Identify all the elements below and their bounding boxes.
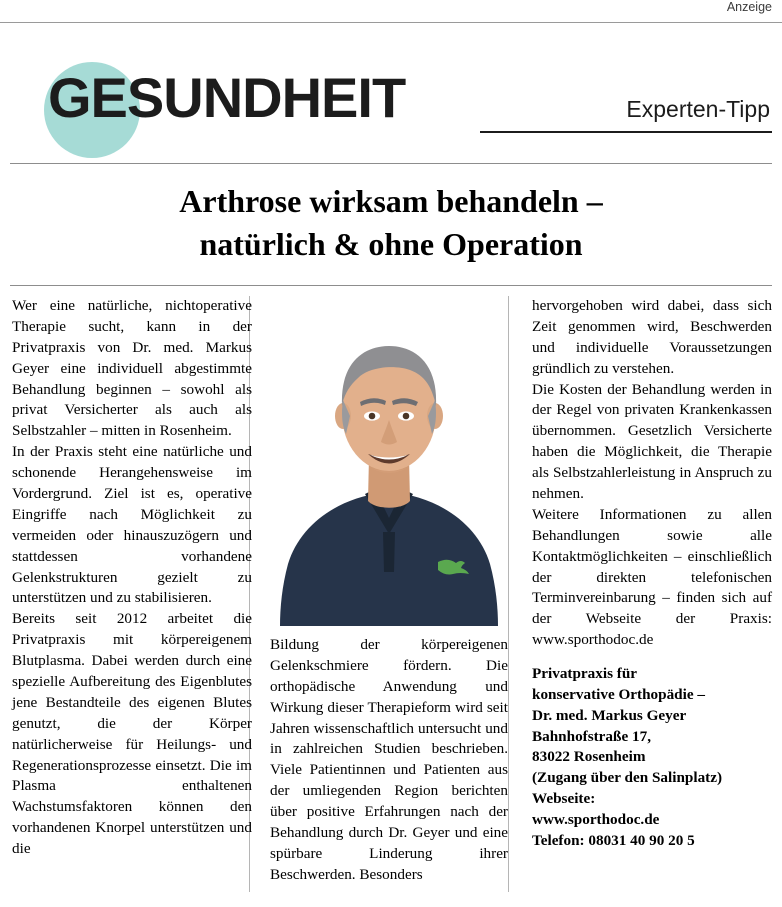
contact-phone[interactable]: Telefon: 08031 40 90 20 5 (532, 831, 695, 849)
paragraph: Bereits seit 2012 arbeitet die Privatpraxis mit körpereigenem Blutplasma. Dabei werden durch eine spezielle Aufbereitung des Eigenblutes jene Bestandteile des eigenen Blutes genutzt, die der Körper natürlicherweise für Heilungs- und Regenerationsprozesse einsetzt. Die im Plasma enthaltenen Wachstumsfaktoren können den vorhandenen Knorpel unterstützen und die (12, 610, 252, 858)
doctor-photo (270, 296, 508, 626)
header-divider (10, 163, 772, 164)
contact-line-3: Dr. med. Markus Geyer (532, 706, 687, 724)
top-divider (0, 22, 782, 23)
paragraph: Die Kosten der Behandlung werden in der Regel von privaten Krankenkassen übernommen. Gesetzlich Versicherte haben die Möglichkeit, die Therapie als Selbstzahlerleistung in Anspruch zu nehmen. (532, 380, 772, 503)
article-column-1 (12, 296, 252, 860)
doctor-photo-illustration (270, 296, 508, 626)
contact-line-5: 83022 Rosenheim (532, 748, 646, 766)
headline-line-2: natürlich & ohne Operation (199, 226, 583, 263)
contact-line-2: konservative Orthopädie – (532, 685, 705, 703)
paragraph: Weitere Informationen zu allen Behandlungen sowie alle Kontaktmöglichkeiten – einschließlich der direkten telefonischen Terminvereinbarung – finden sich auf der Webseite der Praxis: www.sporthodoc.de (532, 505, 772, 649)
article-column-2 (270, 296, 508, 886)
contact-line-4: Bahnhofstraße 17, (532, 727, 651, 745)
contact-line-6: (Zugang über den Salinplatz) (532, 769, 723, 787)
article-columns (12, 296, 772, 896)
article-column-3 (532, 296, 772, 852)
practice-contact-block (532, 664, 772, 851)
masthead-kicker: Experten-Tipp (626, 96, 770, 122)
column-2-text: Bildung der körpereigenen Gelenkschmiere fördern. Die orthopädische Anwendung und Wirkung dieser Therapieform wird seit Jahren wissenschaftlich untersucht und in zahlreichen Studien beschrieben. Viele Patientinnen und Patienten aus der umliegenden Region berichten über positive Erfahrungen nach der Behandlung durch Dr. Geyer und eine spürbare Linderung ihrer Beschwerden. Besonders (270, 636, 508, 883)
contact-line-7: Webseite: (532, 790, 596, 808)
headline-divider (10, 285, 772, 286)
masthead (0, 48, 782, 136)
article-headline (20, 180, 762, 266)
paragraph: Wer eine natürliche, nichtoperative Therapie sucht, kann in der Privatpraxis von Dr. med. Markus Geyer eine individuell abgestimmte Behandlung beginnen – sowohl als privat Versicherter als auch als Selbstzahler – mitten in Rosenheim. (12, 297, 252, 440)
masthead-title: GESUNDHEIT (48, 66, 406, 129)
masthead-underline (480, 131, 772, 133)
contact-line-1: Privatpraxis für (532, 665, 638, 683)
headline-line-1: Arthrose wirksam behandeln – (179, 183, 603, 219)
anzeige-label: Anzeige (726, 0, 772, 14)
contact-website[interactable]: www.sporthodoc.de (532, 810, 660, 828)
paragraph: hervorgehoben wird dabei, dass sich Zeit genommen wird, Beschwerden und individuelle Voraussetzungen gründlich zu verstehen. (532, 297, 772, 377)
paragraph: In der Praxis steht eine natürliche und schonende Herangehensweise im Vordergrund. Ziel ist es, operative Eingriffe nach Möglichkeit zu vermeiden oder hinauszuzögern und stattdessen vorhandene Gelenkstrukturen gezielt zu unterstützen und zu stabilisieren. (12, 443, 252, 607)
